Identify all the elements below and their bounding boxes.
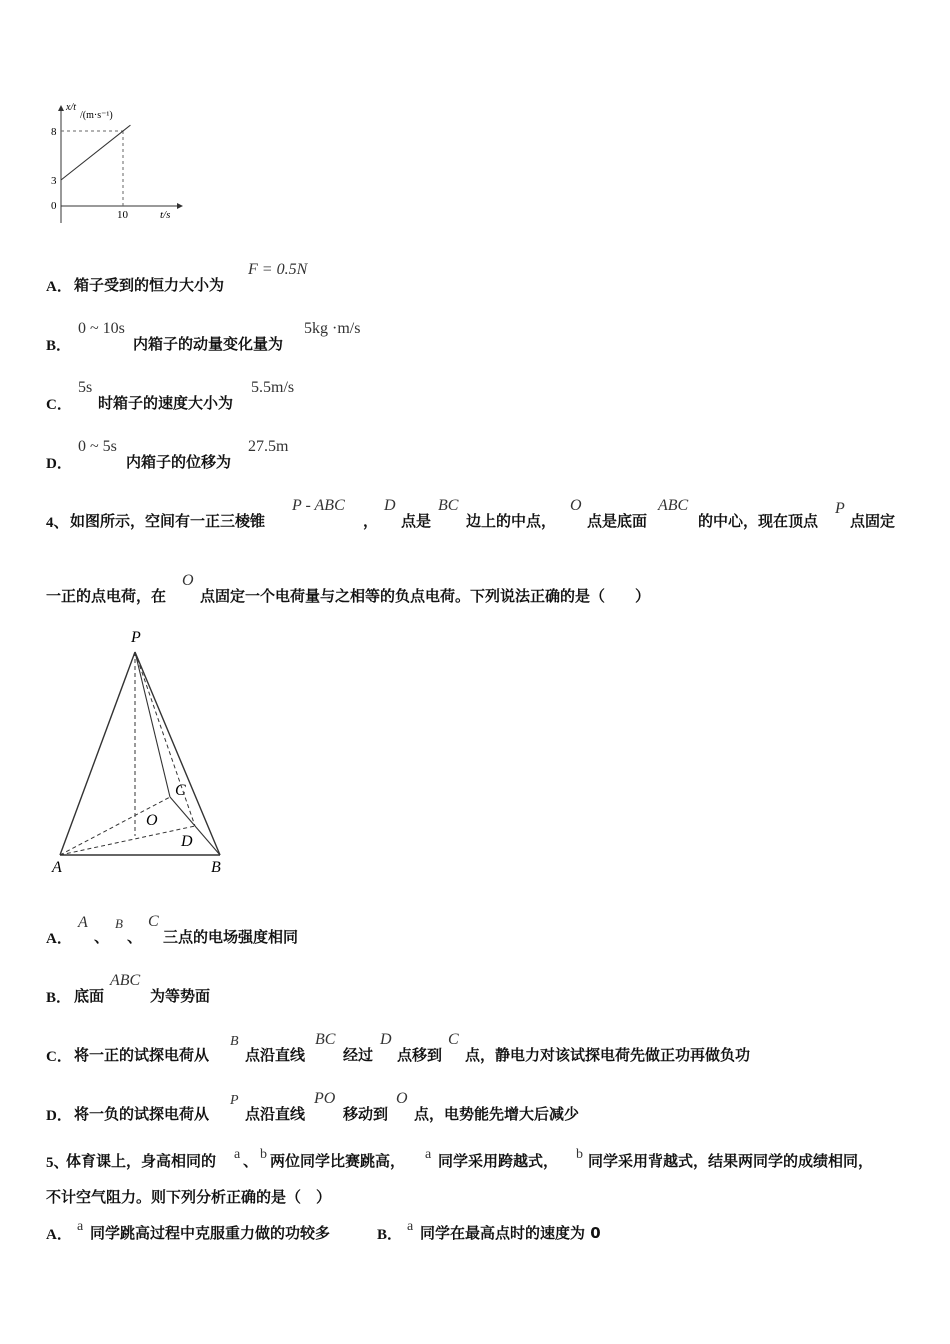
stem-text: 点是 — [401, 512, 432, 530]
math-f: F = 0.5N — [248, 261, 308, 278]
y-unit: /(m·s⁻¹) — [80, 110, 113, 121]
math-time: 5s — [78, 379, 93, 396]
math: BC — [315, 1031, 336, 1048]
option-text: 为等势面 — [150, 987, 211, 1005]
stem-text: 、 — [243, 1152, 259, 1170]
option-text: 点移到 — [397, 1046, 443, 1064]
tick-3: 3 — [51, 175, 57, 187]
math: P - ABC — [292, 497, 345, 514]
option-text: 点，静电力对该试探电荷先做正功再做负功 — [465, 1046, 751, 1064]
math: C — [448, 1031, 459, 1048]
option-label: D． — [46, 1108, 72, 1124]
math: O — [182, 572, 194, 589]
x-label: t/s — [160, 209, 171, 221]
y-label-frac: x/t — [66, 102, 76, 113]
option-label: C． — [46, 1049, 72, 1065]
option-text: 时箱子的速度大小为 — [98, 394, 234, 412]
question-number: 5、 — [46, 1155, 69, 1171]
stem-text: 如图所示，空间有一正三棱锥 — [70, 512, 266, 530]
stem-text: 同学采用背越式，结果两同学的成绩相同， — [588, 1152, 874, 1170]
math-interval: 0 ~ 5s — [78, 438, 117, 455]
option-text: 同学跳高过程中克服重力做的功较多 — [90, 1224, 331, 1242]
label-d: D — [181, 833, 193, 850]
option-label: B． — [46, 338, 72, 354]
math-momentum: 5kg ·m/s — [304, 320, 361, 337]
tick-8: 8 — [51, 126, 57, 138]
math: a — [234, 1147, 241, 1162]
option-label: B． — [46, 990, 72, 1006]
math-interval: 0 ~ 10s — [78, 320, 125, 337]
option-text: 点，电势能先增大后减少 — [414, 1105, 580, 1123]
math: P — [835, 500, 845, 517]
math: PO — [314, 1090, 336, 1107]
math: B — [230, 1034, 239, 1049]
stem-text: 两位同学比赛跳高， — [270, 1152, 406, 1170]
segment-ad — [60, 826, 195, 855]
option-label: A． — [46, 1227, 72, 1243]
option-text: 、 — [94, 928, 110, 946]
stem-text: 不计空气阻力。则下列分析正确的是（ ） — [46, 1188, 332, 1206]
edge-pa — [60, 652, 135, 855]
math: a — [407, 1219, 414, 1234]
stem-text: 边上的中点， — [466, 512, 557, 530]
label-c: C — [175, 782, 186, 799]
math: D — [384, 497, 396, 514]
math: C — [148, 913, 159, 930]
math: ABC — [110, 972, 141, 989]
option-text: 经过 — [343, 1046, 374, 1064]
option-text: 将一正的试探电荷从 — [74, 1046, 210, 1064]
label-a: A — [52, 859, 62, 876]
math: b — [260, 1147, 267, 1162]
option-text: 内箱子的动量变化量为 — [133, 335, 284, 353]
math: b — [576, 1147, 583, 1162]
stem-text: 体育课上，身高相同的 — [66, 1152, 217, 1170]
tetrahedron-figure — [40, 625, 250, 880]
math: a — [425, 1147, 432, 1162]
math: BC — [438, 497, 459, 514]
stem-text: 的中心，现在顶点 — [698, 512, 819, 530]
option-text: 箱子受到的恒力大小为 — [74, 276, 225, 294]
option-label: B． — [377, 1227, 403, 1243]
option-text: 底面 — [74, 987, 105, 1005]
stem-text: 点固定一个电荷量与之相等的负点电荷。下列说法正确的是（ ） — [200, 587, 651, 605]
option-text: 同学在最高点时的速度为 0 — [420, 1224, 601, 1242]
label-o: O — [146, 812, 158, 829]
option-text: 、 — [127, 928, 143, 946]
math: O — [570, 497, 582, 514]
option-label: A． — [46, 931, 72, 947]
question-number: 4、 — [46, 515, 69, 531]
stem-text: 点是底面 — [587, 512, 648, 530]
option-text: 移动到 — [343, 1105, 389, 1123]
math: ABC — [658, 497, 689, 514]
tick-origin: 0 — [51, 200, 57, 212]
math-speed: 5.5m/s — [251, 379, 295, 396]
math: a — [77, 1219, 84, 1234]
math: O — [396, 1090, 408, 1107]
option-label: A． — [46, 279, 72, 295]
math: D — [380, 1031, 392, 1048]
stem-text: ， — [363, 512, 379, 530]
option-text: 点沿直线 — [245, 1105, 306, 1123]
option-text: 将一负的试探电荷从 — [74, 1105, 210, 1123]
option-label: C． — [46, 397, 72, 413]
stem-text: 点固定 — [850, 512, 896, 530]
stem-text: 一正的点电荷，在 — [46, 587, 167, 605]
xt-t-graph — [40, 96, 200, 231]
option-text: 三点的电场强度相同 — [163, 928, 299, 946]
math: A — [78, 914, 88, 931]
option-text: 点沿直线 — [245, 1046, 306, 1064]
tick-10: 10 — [117, 209, 128, 221]
label-b: B — [211, 859, 221, 876]
option-label: D． — [46, 456, 72, 472]
math-displacement: 27.5m — [248, 438, 289, 455]
stem-text: 同学采用跨越式， — [438, 1152, 559, 1170]
math: P — [230, 1093, 239, 1108]
label-p: P — [131, 629, 141, 646]
option-text: 内箱子的位移为 — [126, 453, 232, 471]
math: B — [115, 916, 123, 931]
segment-pd — [135, 652, 195, 826]
data-line — [61, 125, 130, 180]
